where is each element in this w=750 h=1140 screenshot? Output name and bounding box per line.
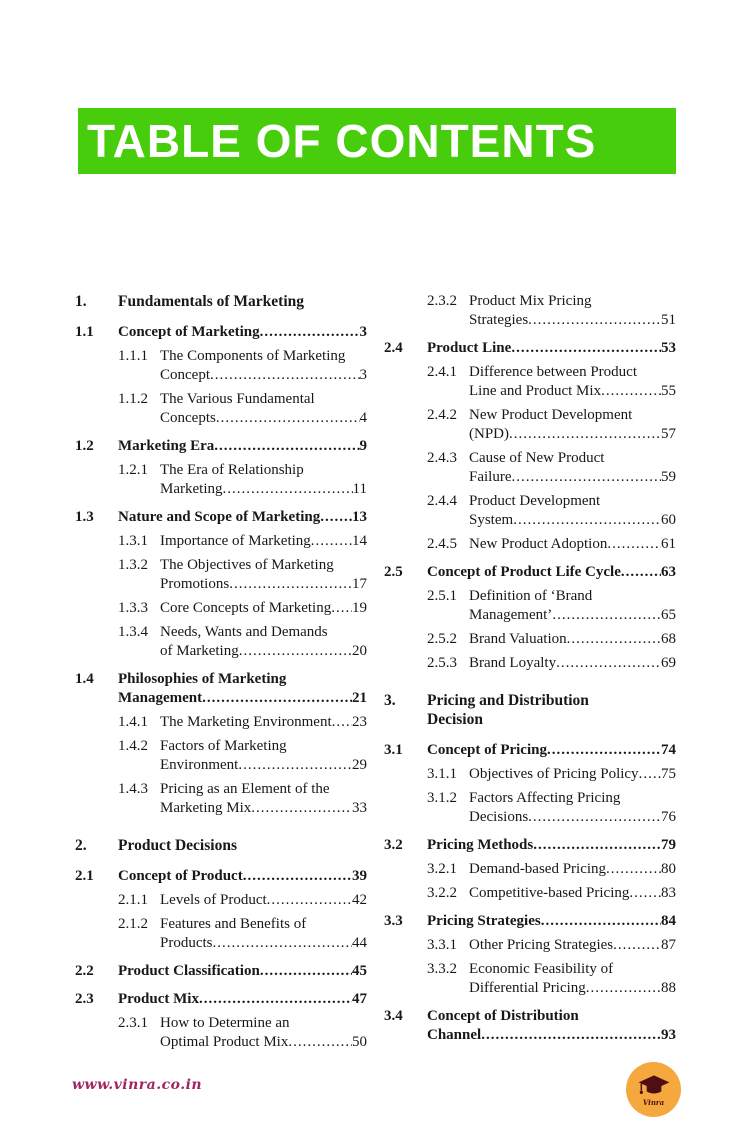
dot-leader (513, 511, 661, 530)
entry-number: 3.2.2 (427, 885, 457, 901)
toc-column-left (75, 292, 367, 1057)
dot-leader (512, 468, 662, 487)
page-number: 59 (661, 469, 676, 485)
entry-title: The Marketing Environment (160, 714, 332, 730)
page-number: 47 (352, 991, 367, 1007)
dot-leader (214, 437, 359, 456)
dot-leader (239, 642, 352, 661)
entry-title: Product Classification (118, 963, 260, 979)
entry-title: Environment (160, 757, 239, 773)
entry-title: Management (118, 690, 203, 706)
page-number: 21 (352, 690, 367, 706)
toc-subsection (118, 780, 367, 818)
toc-section (384, 836, 676, 855)
entry-number: 1.3.4 (118, 624, 148, 640)
toc-subsection (427, 492, 676, 530)
entry-number: 3.1.2 (427, 790, 457, 806)
entry-number: 2.5 (384, 564, 403, 580)
entry-title: Marketing (160, 481, 223, 497)
entry-number: 1.3.2 (118, 557, 148, 573)
dot-leader (238, 756, 352, 775)
dot-leader (639, 765, 661, 784)
page-number: 29 (352, 757, 367, 773)
dot-leader (202, 689, 352, 708)
entry-title: Optimal Product Mix (160, 1034, 289, 1050)
entry-number: 3.1.1 (427, 766, 457, 782)
toc-section (75, 323, 367, 342)
entry-title: New Product Adoption (469, 536, 608, 552)
dot-leader (210, 366, 360, 385)
toc-subsection (427, 587, 676, 625)
toc-subsection (118, 623, 367, 661)
entry-title: Products (160, 935, 213, 951)
toc-columns (75, 292, 676, 1057)
page-number: 75 (661, 766, 676, 782)
entry-number: 2.3.2 (427, 293, 457, 309)
toc-section (75, 867, 367, 886)
toc-subsection (427, 406, 676, 444)
entry-title: Importance of Marketing (160, 533, 311, 549)
dot-leader (607, 535, 661, 554)
entry-title: Concept of Pricing (427, 742, 547, 758)
entry-title: Promotions (160, 576, 230, 592)
page-number: 42 (352, 892, 367, 908)
entry-title: Concepts (160, 410, 216, 426)
entry-title: Concept of Product (118, 868, 243, 884)
entry-title: Philosophies of Marketing (118, 671, 287, 687)
entry-title: Other Pricing Strategies (469, 937, 614, 953)
dot-leader (311, 532, 352, 551)
page-number: 44 (352, 935, 367, 951)
toc-subsection (118, 390, 367, 428)
toc-subsection (118, 461, 367, 499)
entry-number: 1.4.1 (118, 714, 148, 730)
entry-title: Demand-based Pricing (469, 861, 607, 877)
publisher-logo (626, 1062, 681, 1117)
entry-number: 1.3.1 (118, 533, 148, 549)
entry-title: Economic Feasibility of (469, 961, 614, 977)
toc-subsection (427, 449, 676, 487)
entry-title: Factors of Marketing (160, 738, 287, 754)
entry-title: Differential Pricing (469, 980, 586, 996)
entry-title: Difference between Product (469, 364, 637, 380)
dot-leader (216, 409, 360, 428)
entry-title: (NPD) (469, 426, 509, 442)
page-number: 93 (661, 1027, 676, 1043)
page-number: 68 (661, 631, 676, 647)
dot-leader (222, 480, 352, 499)
page-number: 80 (661, 861, 676, 877)
page-number: 45 (352, 963, 367, 979)
entry-number: 2. (75, 837, 87, 854)
page-number: 51 (661, 312, 676, 328)
toc-subsection (427, 860, 676, 879)
toc-subsection (427, 789, 676, 827)
entry-title: Pricing and Distribution (427, 692, 589, 709)
entry-title: Product Mix Pricing (469, 293, 592, 309)
entry-number: 2.4.2 (427, 407, 457, 423)
page-number: 50 (352, 1034, 367, 1050)
page-number: 87 (661, 937, 676, 953)
page-number: 53 (661, 340, 676, 356)
toc-subsection (427, 884, 676, 903)
dot-leader (332, 713, 352, 732)
toc-subsection (118, 556, 367, 594)
page-number: 13 (352, 509, 367, 525)
entry-title: Product Mix (118, 991, 199, 1007)
toc-section (75, 670, 367, 708)
entry-number: 2.4 (384, 340, 403, 356)
dot-leader (509, 425, 661, 444)
page-number: 76 (661, 809, 676, 825)
entry-number: 1.4.2 (118, 738, 148, 754)
toc-subsection (427, 960, 676, 998)
entry-title: Decision (427, 711, 483, 728)
entry-title: Line and Product Mix (469, 383, 602, 399)
toc-subsection (427, 363, 676, 401)
entry-number: 2.5.1 (427, 588, 457, 604)
entry-number: 2.4.3 (427, 450, 457, 466)
page-number: 19 (352, 600, 367, 616)
page-number: 61 (661, 536, 676, 552)
entry-title: The Various Fundamental (160, 391, 315, 407)
page-number: 20 (352, 643, 367, 659)
entry-number: 2.3 (75, 991, 94, 1007)
toc-subsection (427, 765, 676, 784)
dot-leader (621, 563, 661, 582)
toc-section (384, 1007, 676, 1045)
entry-number: 1.1 (75, 324, 94, 340)
page-number: 74 (661, 742, 676, 758)
entry-title: Concept of Product Life Cycle (427, 564, 621, 580)
toc-subsection (427, 535, 676, 554)
entry-number: 1.1.2 (118, 391, 148, 407)
dot-leader (251, 799, 352, 818)
toc-subsection (118, 713, 367, 732)
toc-section (75, 508, 367, 527)
dot-leader (260, 962, 352, 981)
entry-title: How to Determine an (160, 1015, 290, 1031)
entry-title: Brand Loyalty (469, 655, 557, 671)
entry-number: 2.4.5 (427, 536, 457, 552)
entry-title: The Era of Relationship (160, 462, 304, 478)
entry-number: 2.3.1 (118, 1015, 148, 1031)
toc-chapter (75, 836, 367, 855)
toc-section (384, 563, 676, 582)
entry-title: System (469, 512, 514, 528)
dot-leader (243, 867, 352, 886)
dot-leader (556, 654, 661, 673)
entry-title: Pricing as an Element of the (160, 781, 330, 797)
entry-number: 2.1 (75, 868, 94, 884)
page-number: 3 (359, 324, 367, 340)
page-number: 23 (352, 714, 367, 730)
toc-subsection (427, 630, 676, 649)
entry-number: 2.5.3 (427, 655, 457, 671)
entry-number: 3.1 (384, 742, 403, 758)
dot-leader (528, 808, 661, 827)
toc-section (75, 962, 367, 981)
toc-chapter (384, 691, 676, 729)
dot-leader (601, 382, 661, 401)
dot-leader (528, 311, 661, 330)
entry-title: The Objectives of Marketing (160, 557, 334, 573)
page-number: 88 (661, 980, 676, 996)
entry-title: Failure (469, 469, 512, 485)
entry-number: 2.4.4 (427, 493, 457, 509)
entry-title: Strategies (469, 312, 529, 328)
toc-section (384, 339, 676, 358)
toc-subsection (118, 532, 367, 551)
entry-number: 3. (384, 692, 396, 709)
dot-leader (629, 884, 661, 903)
dot-leader (511, 339, 661, 358)
entry-title: Concept of Marketing (118, 324, 260, 340)
entry-title: Definition of ‘Brand (469, 588, 593, 604)
dot-leader (552, 606, 661, 625)
dot-leader (229, 575, 352, 594)
entry-title: Concept (160, 367, 210, 383)
entry-title: Objectives of Pricing Policy (469, 766, 639, 782)
entry-number: 3.3.1 (427, 937, 457, 953)
dot-leader (267, 891, 352, 910)
dot-leader (586, 979, 661, 998)
toc-subsection (118, 599, 367, 618)
page-number: 60 (661, 512, 676, 528)
page-number: 4 (359, 410, 367, 426)
dot-leader (541, 912, 661, 931)
page-number: 65 (661, 607, 676, 623)
dot-leader (481, 1026, 661, 1045)
entry-number: 2.5.2 (427, 631, 457, 647)
entry-number: 1.4.3 (118, 781, 148, 797)
entry-number: 3.3 (384, 913, 403, 929)
toc-subsection (427, 936, 676, 955)
dot-leader (320, 508, 352, 527)
entry-title: Competitive-based Pricing (469, 885, 630, 901)
entry-title: of Marketing (160, 643, 239, 659)
entry-title: Product Line (427, 340, 512, 356)
page-number: 14 (352, 533, 367, 549)
dot-leader (567, 630, 661, 649)
entry-number: 1.3.3 (118, 600, 148, 616)
entry-title: Needs, Wants and Demands (160, 624, 328, 640)
toc-column-right (384, 292, 676, 1057)
entry-title: Core Concepts of Marketing (160, 600, 332, 616)
dot-leader (606, 860, 661, 879)
page-number: 3 (359, 367, 367, 383)
dot-leader (533, 836, 661, 855)
entry-number: 2.1.1 (118, 892, 148, 908)
page-number: 57 (661, 426, 676, 442)
dot-leader (331, 599, 352, 618)
entry-number: 3.4 (384, 1008, 403, 1024)
entry-number: 1.3 (75, 509, 94, 525)
entry-number: 3.2.1 (427, 861, 457, 877)
entry-title: Concept of Distribution (427, 1008, 579, 1024)
page-number: 79 (661, 837, 676, 853)
toc-subsection (427, 292, 676, 330)
entry-title: Cause of New Product (469, 450, 605, 466)
page-number: 11 (352, 481, 367, 497)
dot-leader (199, 990, 352, 1009)
toc-subsection (427, 654, 676, 673)
entry-number: 1.1.1 (118, 348, 148, 364)
entry-title: Product Development (469, 493, 601, 509)
entry-title: Features and Benefits of (160, 916, 307, 932)
toc-subsection (118, 347, 367, 385)
entry-number: 2.2 (75, 963, 94, 979)
page-number: 33 (352, 800, 367, 816)
entry-number: 1.2.1 (118, 462, 148, 478)
page-number: 9 (359, 438, 367, 454)
dot-leader (613, 936, 661, 955)
entry-title: Marketing Era (118, 438, 215, 454)
toc-section (384, 741, 676, 760)
dot-leader (213, 934, 353, 953)
graduation-cap-icon (638, 1074, 670, 1098)
page-number: 17 (352, 576, 367, 592)
entry-title: Nature and Scope of Marketing (118, 509, 321, 525)
website-link[interactable]: www.vinra.co.in (72, 1077, 203, 1093)
entry-number: 1. (75, 293, 87, 310)
entry-title: Product Decisions (118, 837, 237, 854)
toc-section (75, 437, 367, 456)
entry-title: Channel (427, 1027, 482, 1043)
entry-number: 3.3.2 (427, 961, 457, 977)
entry-number: 1.2 (75, 438, 94, 454)
toc-subsection (118, 915, 367, 953)
page-title-bar (78, 108, 676, 174)
page-title: TABLE OF CONTENTS (87, 115, 597, 167)
page-number: 69 (661, 655, 676, 671)
toc-section (384, 912, 676, 931)
dot-leader (260, 323, 360, 342)
entry-title: Pricing Methods (427, 837, 534, 853)
logo-text: Vinra (642, 1097, 665, 1107)
page-number: 55 (661, 383, 676, 399)
entry-title: Management’ (469, 607, 553, 623)
entry-title: Pricing Strategies (427, 913, 541, 929)
entry-title: Marketing Mix (160, 800, 252, 816)
entry-title: Fundamentals of Marketing (118, 293, 304, 310)
entry-title: The Components of Marketing (160, 348, 346, 364)
page-number: 39 (352, 868, 367, 884)
toc-subsection (118, 1014, 367, 1052)
entry-number: 2.1.2 (118, 916, 148, 932)
entry-number: 3.2 (384, 837, 403, 853)
entry-title: Decisions (469, 809, 529, 825)
entry-title: New Product Development (469, 407, 633, 423)
dot-leader (547, 741, 661, 760)
entry-title: Brand Valuation (469, 631, 567, 647)
page-number: 63 (661, 564, 676, 580)
entry-title: Factors Affecting Pricing (469, 790, 621, 806)
entry-number: 2.4.1 (427, 364, 457, 380)
toc-subsection (118, 891, 367, 910)
toc-chapter (75, 292, 367, 311)
entry-title: Levels of Product (160, 892, 267, 908)
toc-subsection (118, 737, 367, 775)
entry-number: 1.4 (75, 671, 94, 687)
dot-leader (288, 1033, 352, 1052)
page-number: 83 (661, 885, 676, 901)
page-number: 84 (661, 913, 676, 929)
toc-section (75, 990, 367, 1009)
